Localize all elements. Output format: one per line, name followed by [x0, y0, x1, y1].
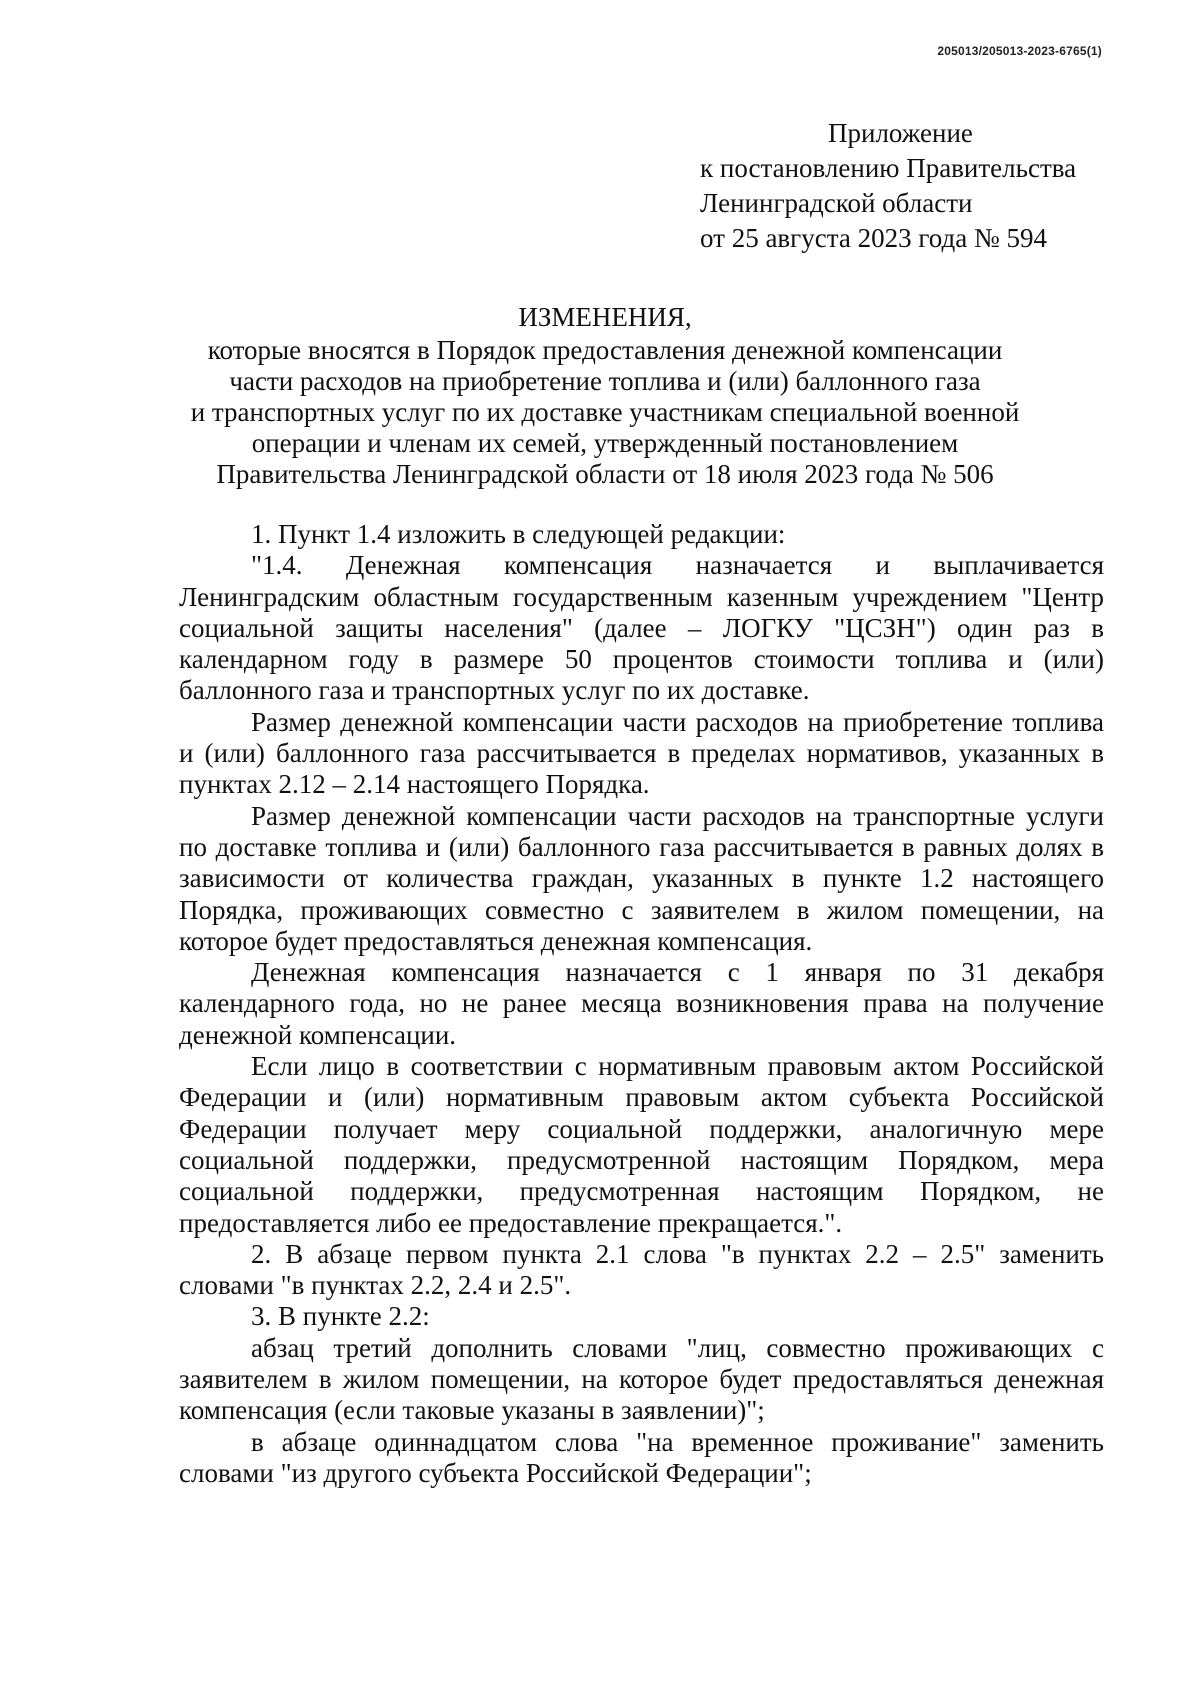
document-title	[150, 302, 1060, 490]
paragraph-3: Размер денежной компенсации части расходов на приобретение топлива и (или) баллонного газа рассчитывается в пределах нормативов, указанных в пунктах 2.12 – 2.14 настоящего Порядка.	[179, 706, 1104, 800]
paragraph-7: 2. В абзаце первом пункта 2.1 слова "в пунктах 2.2 – 2.5" заменить словами "в пунктах 2.2, 2.4 и 2.5".	[179, 1238, 1104, 1301]
document-id: 205013/205013-2023-6765(1)	[937, 44, 1102, 58]
appendix-line-1: Приложение	[828, 118, 973, 148]
paragraph-8: 3. В пункте 2.2:	[251, 1301, 430, 1332]
title-line-2: части расходов на приобретение топлива и (или) баллонного газа	[229, 366, 981, 396]
title-line-1: которые вносятся в Порядок предоставления денежной компенсации	[207, 335, 1003, 365]
appendix-line-2: к постановлению Правительства	[700, 153, 1077, 183]
title-line-3: и транспортных услуг по их доставке участникам специальной военной	[190, 397, 1020, 427]
document-body	[179, 519, 1104, 1489]
paragraph-6: Если лицо в соответствии с нормативным правовым актом Российской Федерации и (или) нормативным правовым актом субъекта Российской Федерации получает меру социальной поддержки, аналогичную мере социальной поддержки, предусмотренной настоящим Порядком, мера социальной поддержки, предусмотренная настоящим Порядком, не предоставляется либо ее предоставление прекращается.".	[179, 1051, 1104, 1238]
paragraph-10: в абзаце одиннадцатом слова "на временное проживание" заменить словами "из другого субъекта Российской Федерации";	[179, 1426, 1104, 1488]
appendix-line-4: от 25 августа 2023 года № 594	[700, 223, 1047, 253]
appendix-line-3: Ленинградской области	[700, 188, 973, 218]
paragraph-2: "1.4. Денежная компенсация назначается и выплачивается Ленинградским областным государственным казенным учреждением "Центр социальной защиты населения" (далее – ЛОГКУ "ЦСЗН") один раз в календарном году в размере 50 процентов стоимости топлива и (или) баллонного газа и транспортных услуг по их доставке.	[179, 550, 1104, 706]
title-line-5: Правительства Ленинградской области от 18 июля 2023 года № 506	[216, 459, 994, 489]
paragraph-9: абзац третий дополнить словами "лиц, совместно проживающих с заявителем в жилом помещении, на которое будет предоставляться денежная компенсация (если таковые указаны в заявлении)";	[179, 1332, 1104, 1426]
appendix-block	[700, 116, 1120, 256]
paragraph-1: 1. Пункт 1.4 изложить в следующей редакции:	[251, 519, 786, 549]
title-line-4: операции и членам их семей, утвержденный постановлением	[251, 428, 959, 458]
title-heading: ИЗМЕНЕНИЯ,	[518, 302, 692, 332]
paragraph-4: Размер денежной компенсации части расходов на транспортные услуги по доставке топлива и (или) баллонного газа рассчитывается в равных долях в зависимости от количества граждан, указанных в пункте 1.2 настоящего Порядка, проживающих совместно с заявителем в жилом помещении, на которое будет предоставляться денежная компенсация.	[179, 800, 1104, 956]
paragraph-5: Денежная компенсация назначается с 1 января по 31 декабря календарного года, но не ранее месяца возникновения права на получение денежной компенсации.	[179, 957, 1104, 1050]
